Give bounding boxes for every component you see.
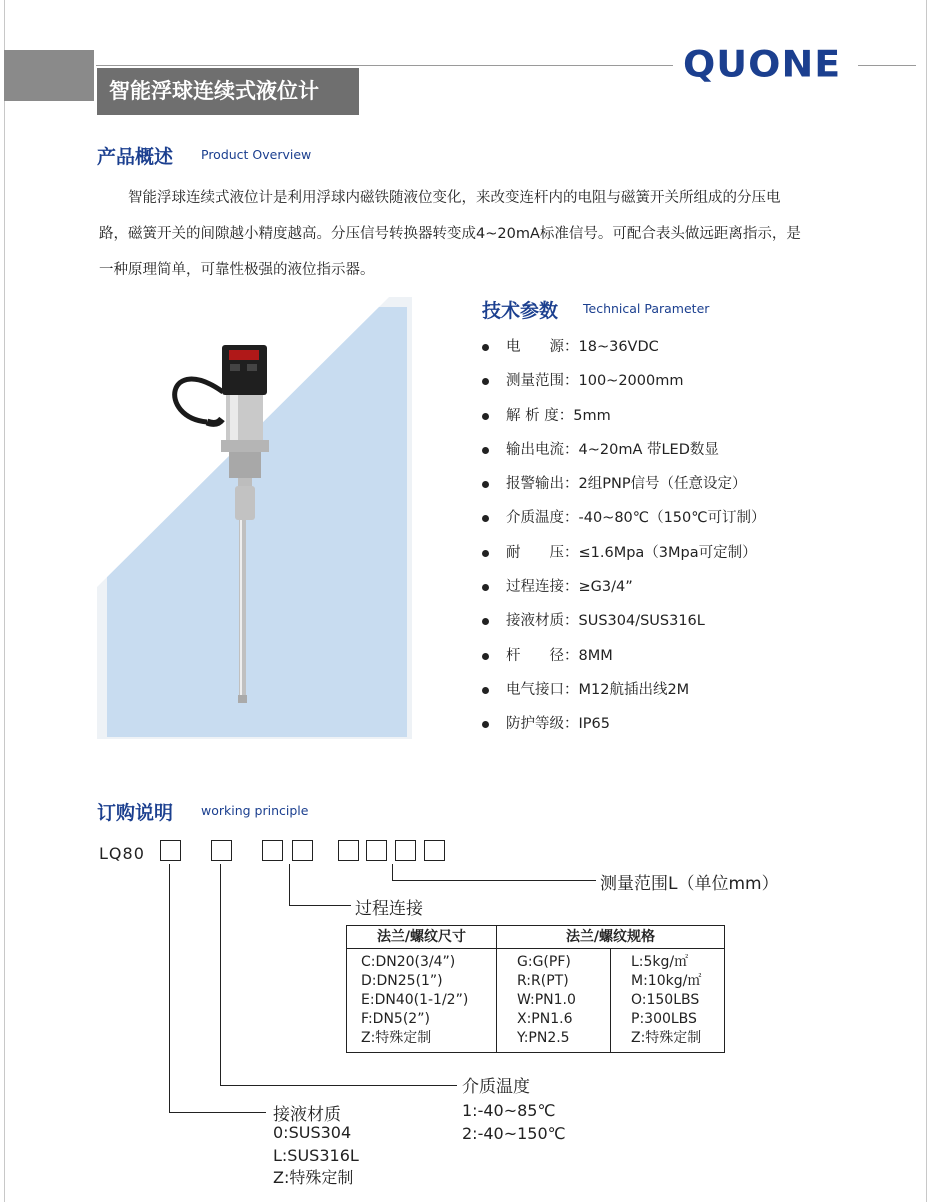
param-value: 4~20mA 带LED数显 — [578, 441, 719, 458]
header-rule — [96, 65, 673, 66]
param-key: 报警输出： — [506, 476, 579, 493]
table-cell-ratings — [611, 949, 725, 1053]
param-key: 耐 压： — [506, 544, 579, 561]
body-highlight — [230, 395, 238, 440]
param-key: 电 源： — [506, 339, 579, 355]
param-item — [479, 644, 766, 678]
leader-temperature — [220, 1085, 457, 1086]
code-box-temperature — [211, 840, 232, 861]
temperature-options — [462, 1100, 566, 1145]
overview-title: 产品概述 — [97, 146, 174, 168]
spec-option: X:PN1.6 — [517, 1011, 573, 1027]
table-cell-sizes — [347, 949, 497, 1053]
rating-option: P:300LBS — [631, 1011, 697, 1027]
params-list — [479, 335, 766, 747]
overview-line: 路，磁簧开关的间隙越小精度越高。分压信号转换器转变成4~20mA标准信号。可配合表头做远距离指示，是 — [99, 226, 801, 242]
size-option: D:DN25(1”) — [361, 973, 443, 989]
overview-text — [99, 180, 821, 288]
size-option: C:DN20(3/4”) — [361, 954, 456, 970]
param-value: 18~36VDC — [578, 339, 659, 355]
param-item — [479, 335, 766, 369]
code-box-process-2 — [292, 840, 313, 861]
param-item — [479, 506, 766, 540]
param-item — [479, 438, 766, 472]
param-key: 电气接口： — [506, 681, 579, 698]
material-option: 0:SUS304 — [273, 1123, 352, 1142]
thread — [229, 452, 261, 478]
range-label: 测量范围L（单位mm） — [600, 874, 779, 894]
param-item — [479, 609, 766, 643]
params-title: 技术参数 — [482, 300, 559, 322]
table-cell-specs — [497, 949, 611, 1053]
material-option: Z:特殊定制 — [273, 1168, 354, 1187]
param-item — [479, 712, 766, 746]
param-value: ≥G3/4” — [578, 579, 633, 596]
leader-process — [289, 905, 351, 906]
param-item — [479, 541, 766, 575]
product-illustration — [97, 297, 412, 739]
table-header: 法兰/螺纹尺寸 — [347, 926, 497, 949]
param-key: 介质温度： — [506, 510, 579, 527]
header-gray-block — [4, 50, 94, 101]
spec-option: R:R(PT) — [517, 973, 569, 989]
table-header: 法兰/螺纹规格 — [497, 926, 725, 949]
param-item — [479, 472, 766, 506]
page-edge-right — [926, 0, 927, 1202]
model-code: LQ80 — [99, 844, 145, 863]
process-label: 过程连接 — [355, 899, 423, 919]
overview-line: 一种原理简单，可靠性极强的液位指示器。 — [99, 262, 375, 278]
material-options — [273, 1122, 359, 1190]
ordering-title: 订购说明 — [97, 802, 174, 824]
button — [247, 364, 257, 371]
param-key: 杆 径： — [506, 647, 579, 664]
param-key: 接液材质： — [506, 613, 579, 630]
param-key: 解 析 度： — [506, 407, 574, 424]
leader-range — [392, 880, 596, 881]
param-key: 输出电流： — [506, 441, 579, 458]
param-value: IP65 — [578, 716, 610, 733]
button — [230, 364, 240, 371]
leader-temperature — [220, 864, 221, 1086]
size-option: Z:特殊定制 — [361, 1030, 432, 1046]
page-edge-left — [4, 0, 5, 1202]
param-key: 测量范围： — [506, 373, 579, 390]
rating-option: M:10kg/㎡ — [631, 973, 702, 989]
param-value: SUS304/SUS316L — [578, 613, 705, 630]
product-photo — [97, 297, 412, 739]
rod-highlight — [240, 520, 242, 700]
rod-collar — [238, 478, 252, 486]
param-item — [479, 404, 766, 438]
rod-tip — [238, 695, 247, 703]
led-display — [229, 350, 259, 360]
param-item — [479, 678, 766, 712]
material-label: 接液材质 — [273, 1105, 341, 1125]
param-item — [479, 575, 766, 609]
temperature-label: 介质温度 — [462, 1077, 530, 1097]
leader-material — [169, 864, 170, 1113]
float-ball — [235, 486, 255, 520]
brand-logo: QUONE — [683, 43, 842, 85]
ordering-subtitle: working principle — [201, 803, 309, 818]
param-key: 过程连接： — [506, 579, 579, 596]
overview-line: 智能浮球连续式液位计是利用浮球内磁铁随液位变化，来改变连杆内的电阻与磁簧开关所组成的分压电 — [128, 190, 781, 206]
spec-option: G:G(PF) — [517, 954, 571, 970]
code-box-range-3 — [395, 840, 416, 861]
param-value: 100~2000mm — [578, 373, 684, 390]
spec-option: Y:PN2.5 — [517, 1030, 570, 1046]
param-value: M12航插出线2M — [578, 681, 690, 698]
temperature-option: 1:-40~85℃ — [462, 1101, 556, 1120]
code-box-range-2 — [366, 840, 387, 861]
rating-option: Z:特殊定制 — [631, 1030, 702, 1046]
page-title: 智能浮球连续式液位计 — [97, 68, 359, 115]
param-item — [479, 369, 766, 403]
param-value: 8MM — [578, 647, 613, 664]
leader-material — [169, 1112, 266, 1113]
temperature-option: 2:-40~150℃ — [462, 1123, 566, 1143]
param-value: 2组PNP信号（任意设定） — [578, 476, 747, 493]
leader-range — [392, 864, 393, 881]
param-value: ≤1.6Mpa（3Mpa可定制） — [578, 544, 757, 561]
spec-option: W:PN1.0 — [517, 992, 576, 1008]
code-box-process-1 — [262, 840, 283, 861]
param-value: 5mm — [573, 407, 611, 424]
hex-nut — [221, 440, 269, 452]
code-box-material — [160, 840, 181, 861]
rating-option: L:5kg/㎡ — [631, 954, 689, 970]
rating-option: O:150LBS — [631, 992, 700, 1008]
process-connection-table — [346, 925, 725, 1053]
code-box-range-4 — [424, 840, 445, 861]
code-box-range-1 — [338, 840, 359, 861]
material-option: L:SUS316L — [273, 1145, 359, 1165]
size-option: E:DN40(1-1/2”) — [361, 992, 469, 1008]
size-option: F:DN5(2”) — [361, 1011, 430, 1027]
params-subtitle: Technical Parameter — [583, 301, 710, 316]
overview-subtitle: Product Overview — [201, 147, 312, 162]
param-value: -40~80℃（150℃可订制） — [578, 510, 766, 527]
leader-process — [289, 864, 290, 906]
header-rule-right — [858, 65, 916, 66]
param-key: 防护等级： — [506, 716, 579, 733]
